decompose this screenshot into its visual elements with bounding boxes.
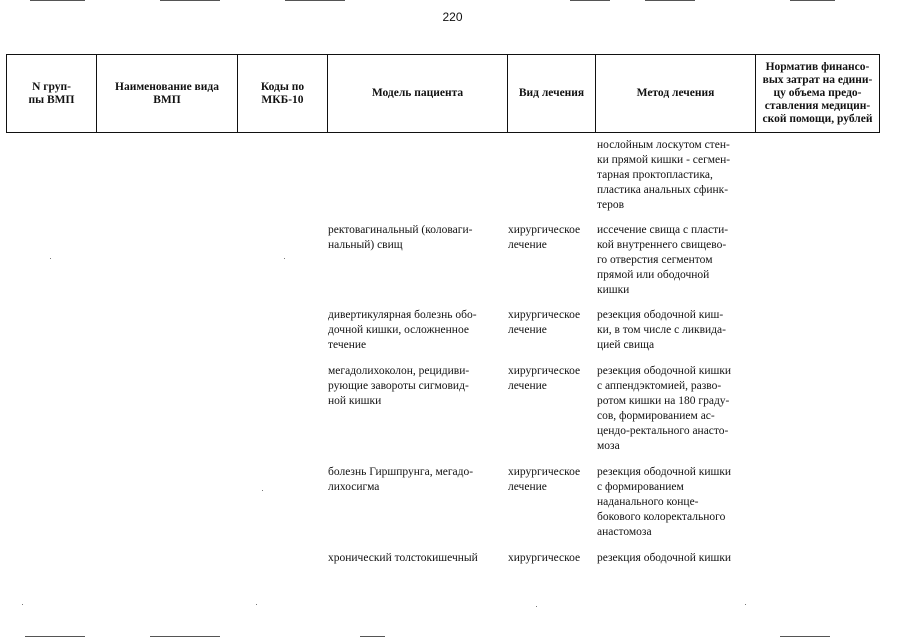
header-text: N груп- пы ВМП <box>28 80 75 106</box>
scan-rule <box>790 0 835 1</box>
cell-method: иссечение свища с пласти- кой внутреннего свищево- го отверстия сегментом прямой или ободочной кишки <box>597 224 729 296</box>
cell-treatment-type: хирургическое лечение <box>508 309 581 336</box>
scan-speck <box>262 490 263 491</box>
header-treatment-type <box>508 55 596 133</box>
scan-rule <box>30 0 85 1</box>
scan-speck <box>50 258 51 259</box>
header-text: Коды по МКБ-10 <box>260 80 305 106</box>
scan-rule <box>645 0 695 1</box>
scan-rule <box>780 636 830 637</box>
cell-method: резекция ободочной кишки с формированием наданального конце- бокового колоректального анастомоза <box>597 466 732 538</box>
cell-method: резекция ободочной кишки <box>597 552 732 564</box>
header-group-number <box>7 55 97 133</box>
cell-treatment-type: хирургическое лечение <box>508 365 581 392</box>
scan-rule <box>25 636 85 637</box>
header-text: Норматив финансо- вых затрат на едини- цу объема предо- ставления медицин- ской помощи, рублей <box>762 61 873 125</box>
scan-speck <box>256 604 257 605</box>
scan-speck <box>284 258 285 259</box>
header-icd-codes <box>238 55 328 133</box>
header-vmp-name <box>97 55 238 133</box>
cell-method: резекция ободочной киш- ки, в том числе с ликвида- цией свища <box>597 309 726 351</box>
cell-patient-model: болезнь Гиршпрунга, мегадо- лихосигма <box>328 466 474 493</box>
header-treatment-method <box>596 55 756 133</box>
scan-rule <box>285 0 345 1</box>
scan-speck <box>536 606 537 607</box>
cell-patient-model: мегадолихоколон, рецидиви- рующие завороты сигмовид- ной кишки <box>328 365 470 407</box>
header-text: Вид лечения <box>518 87 585 99</box>
header-text: Наименование вида ВМП <box>115 80 219 106</box>
header-text: Модель пациента <box>371 87 464 99</box>
cell-method: нослойным лоскутом стен- ки прямой кишки - сегмен- тарная проктопластика, пластика анальных сфинк- теров <box>597 139 731 211</box>
scan-rule <box>570 0 610 1</box>
cell-patient-model: хронический толстокишечный <box>328 552 478 564</box>
scan-rule <box>360 636 385 637</box>
header-patient-model <box>328 55 508 133</box>
scan-rule <box>160 0 220 1</box>
page-number: 220 <box>442 10 463 24</box>
header-cost-norm <box>756 55 880 133</box>
scan-rule <box>150 636 220 637</box>
scan-speck <box>22 604 23 605</box>
cell-treatment-type: хирургическое лечение <box>508 224 581 251</box>
cell-patient-model: дивертикулярная болезнь обо- дочной кишки, осложненное течение <box>328 309 477 351</box>
cell-treatment-type: хирургическое <box>508 552 581 564</box>
cell-method: резекция ободочной кишки с аппендэктомией, разво- ротом кишки на 180 граду- сов, формированием ас- цендо-ректального анасто- моза <box>597 365 732 452</box>
cell-patient-model: ректовагинальный (коловаги- нальный) свищ <box>328 224 473 251</box>
table-header <box>6 54 880 133</box>
cell-treatment-type: хирургическое лечение <box>508 466 581 493</box>
header-text: Метод лечения <box>636 87 715 99</box>
scan-speck <box>745 604 746 605</box>
